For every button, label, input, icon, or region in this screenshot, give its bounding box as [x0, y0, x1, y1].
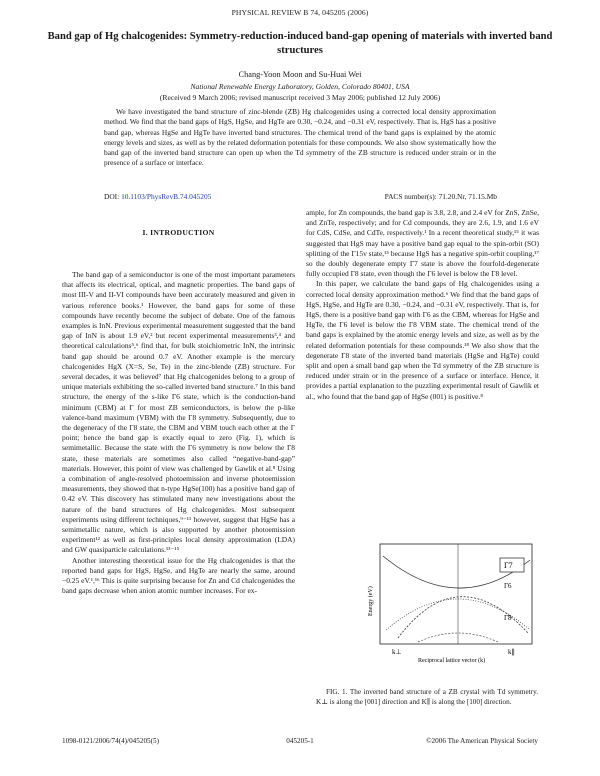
paragraph: In this paper, we calculate the band gaps of Hg chalcogenides using a corrected local density approximation method.⁶ We find that the band gaps of HgS, HgSe, and HgTe are 0.30, −0.24, and −0.31 eV, respectively. That is, for HgS, there is a positive band gap with Γ6 as the CBM, whereas for HgSe and HgTe, the Γ6 level is below the Γ8 VBM state. The chemical trend of the band gaps is explained by the atomic energy levels and size, as well as by the related deformation potentials for these compounds.¹⁸ We also show that the degenerate Γ8 state of the inverted band materials (HgSe and HgTe) could split and open a small band gap when the Td symmetry of the ZB structure is reduced under strain or in the presence of a surface or interface. Hence, it provides a partial explanation to the puzzling experimental result of Gawlik et al., who found that the band gap of HgSe (001) is positive.⁸ [306, 279, 539, 401]
doi-label: DOI: [104, 192, 120, 201]
left-column [62, 270, 295, 597]
paragraph: The band gap of a semiconductor is one of the most important parameters that affects its electrical, optical, and magnetic properties. The band gaps of most III-V and II-VI compounds have been accurately measured and given in various reference books.¹ However, the band gaps for some of these compounds have recently become the subject of debate. One of the famous examples is InN. Previous experimental measurement suggested that the band gap of InN is about 1.9 eV,² but recent experimental measurements³,⁴ and theoretical calculations⁵,⁶ find that, for bulk stoichiometric InN, the intrinsic band gap should be around 0.7 eV. Another example is the mercury chalcogenides HgX (X=S, Se, Te) in the zinc-blende (ZB) structure. For several decades, it was believed⁷ that Hg chalcogenides belong to a group of unique materials exhibiting the so-called inverted band structure.⁷ In this band structure, the energy of the s-like Γ6 state, which is the conduction-band minimum (CBM) at Γ for most ZB semiconductors, is below the p-like valence-band maximum (VBM) with the Γ8 symmetry. Subsequently, due to the degeneracy of the Γ8 state, the CBM and VBM touch each other at the Γ point; hence the band gap is exactly equal to zero (Fig. 1), which is semimetallic. Because the state with the Γ6 symmetry is now below the Γ8 state, these materials are sometimes also called “negative-band-gap” materials. However, this point of view was challenged by Gawlik et al.⁸ Using a combination of angle-resolved photoemission and inverse photoemission measurements, they showed that n-type HgSe(100) has a positive band gap of 0.42 eV. This discovery has stimulated many new investigations about the nature of the band structures of Hg chalcogenides. Most subsequent experiments using different techniques,⁹⁻¹¹ however, suggest that HgSe has a semimetallic nature, which is also supported by another photoemission experiment¹² as well as first-principles local density approximation (LDA) and GW quasiparticle calculations.¹³⁻¹⁵ [62, 270, 296, 555]
journal-header: PHYSICAL REVIEW B 74, 045205 (2006) [231, 8, 369, 17]
band-structure-figure [358, 538, 538, 663]
label-gamma7: Γ7 [504, 561, 513, 570]
paper-title: Band gap of Hg chalcogenides: Symmetry-reduction-induced band-gap opening of materials with inverted band structures [47, 31, 553, 56]
y-axis-label: Energy (eV) [368, 586, 374, 616]
footer-left: 1098-0121/2006/74(4)/045205(5) [62, 737, 160, 745]
figure-caption: FIG. 1. The inverted band structure of a ZB crystal with Td symmetry. K⊥ is along the [001] direction and K∥ is along the [100] direction. [316, 688, 538, 706]
x-axis-label: Reciprocal lattice vector (k) [418, 658, 486, 663]
footer-page-number: 045205-1 [286, 737, 314, 745]
pacs-numbers: PACS number(s): 71.20.Nr, 71.15.Mb [384, 192, 497, 201]
paragraph: Another interesting theoretical issue for the Hg chalcogenides is that the reported band gaps for HgS, HgSe, and HgTe are nearly the same, around −0.25 eV.¹,¹⁶ This is quite surprising because for Zn and Cd chalcogenides the band gaps decrease when anion atomic number increases. For ex- [62, 555, 295, 596]
doi-line [104, 192, 211, 201]
affiliation: National Renewable Energy Laboratory, Golden, Colorado 80401, USA [190, 82, 410, 91]
label-gamma8: Γ8 [504, 614, 512, 622]
paragraph: ample, for Zn compounds, the band gap is 3.8, 2.8, and 2.4 eV for ZnS, ZnSe, and ZnTe, respectively; and for Cd compounds, they are 2.6, 1.9, and 1.6 eV for CdS, CdSe, and CdTe, respectively.¹ In a recent theoretical study,¹⁵ it was suggested that HgS may have a positive band gap equal to the spin-orbit (SO) splitting of the Γ15v state,¹⁵ because HgS has a negative spin-orbit coupling,¹⁷ so the doubly degenerate empty Γ7 state is above the fourfold-degenerate fully occupied Γ8 state, even though the Γ6 level is below the Γ8 level. [306, 208, 539, 279]
right-column [306, 208, 539, 402]
label-gamma6: Γ6 [504, 582, 512, 590]
abstract: We have investigated the band structure of zinc-blende (ZB) Hg chalcogenides using a corrected local density approximation method. We find that the band gaps of HgS, HgSe, and HgTe are 0.30, −0.24, and −0.31 eV, respectively. That is, HgS has a positive band gap, whereas HgSe and HgTe have inverted band structures. The chemical trend of the band gaps is explained by the atomic energy levels and sizes, as well as by the related deformation potentials for these compounds. We also show systematically how the band gap of the inverted band structure can open up when the Td symmetry of the ZB structure is reduced under strain or in the presence of a surface or interface. [104, 107, 496, 168]
received-dates: (Received 9 March 2006; revised manuscript received 3 May 2006; published 12 July 2006) [159, 93, 441, 102]
doi-link[interactable]: 10.1103/PhysRevB.74.045205 [121, 192, 212, 201]
authors: Chang-Yoon Moon and Su-Huai Wei [238, 70, 362, 79]
k-par-label: k∥ [508, 648, 515, 656]
footer-copyright: ©2006 The American Physical Society [426, 737, 538, 745]
section-title: I. INTRODUCTION [142, 228, 215, 237]
k-perp-label: k⊥ [392, 648, 402, 656]
